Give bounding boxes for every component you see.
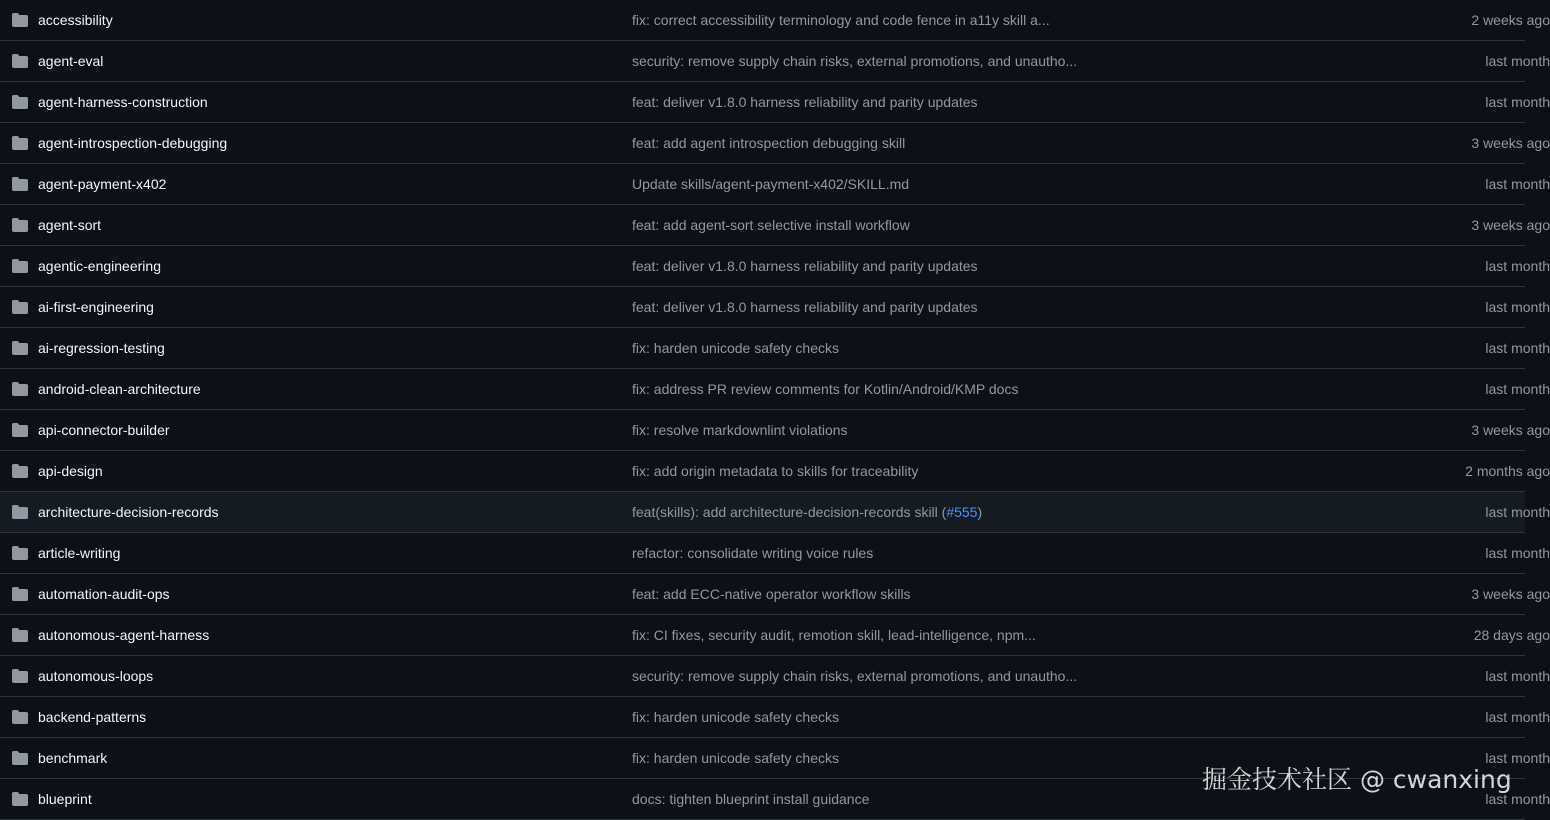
commit-message-link[interactable] [632,298,978,316]
folder-icon [12,176,28,192]
folder-name-link[interactable]: api-design [38,463,103,479]
table-row[interactable] [0,41,1550,82]
commit-message-text: feat: deliver v1.8.0 harness reliability and parity updates [632,299,978,315]
commit-message-text: feat(skills): add architecture-decision-records skill ( [632,504,947,520]
folder-icon [12,545,28,561]
commit-message-text: fix: CI fixes, security audit, remotion skill, lead-intelligence, npm... [632,627,1036,643]
table-row[interactable] [0,656,1550,697]
commit-message-text: fix: harden unicode safety checks [632,750,840,766]
folder-icon [12,504,28,520]
commit-message-link[interactable] [632,462,918,480]
folder-icon [12,586,28,602]
folder-icon [12,53,28,69]
commit-age: 3 weeks ago [1471,135,1550,151]
folder-name-link[interactable]: api-connector-builder [38,422,170,438]
table-row[interactable] [0,410,1550,451]
folder-icon [12,750,28,766]
folder-name-link[interactable]: agentic-engineering [38,258,161,274]
commit-message-suffix: ) [977,504,983,520]
table-row[interactable] [0,0,1550,41]
commit-age: last month [1485,545,1550,561]
folder-icon [12,340,28,356]
commit-age: last month [1485,709,1550,725]
commit-age: 3 weeks ago [1471,217,1550,233]
commit-message-text: feat: deliver v1.8.0 harness reliability and parity updates [632,258,978,274]
folder-name-link[interactable]: article-writing [38,545,121,561]
table-row[interactable] [0,123,1550,164]
commit-message-link[interactable] [632,93,978,111]
commit-message-link[interactable] [632,749,839,767]
watermark: 掘金技术社区 @ cwanxing [1202,765,1512,794]
table-row[interactable] [0,574,1550,615]
folder-name-link[interactable]: agent-harness-construction [38,94,208,110]
commit-message-link[interactable] [632,216,910,234]
folder-icon [12,135,28,151]
folder-icon [12,12,28,28]
commit-message-link[interactable] [632,503,982,521]
folder-name-link[interactable]: android-clean-architecture [38,381,201,397]
folder-icon [12,258,28,274]
commit-message-text: fix: harden unicode safety checks [632,709,840,725]
commit-message-link[interactable] [632,626,1036,644]
folder-icon [12,791,28,807]
commit-message-text: security: remove supply chain risks, external promotions, and unautho... [632,668,1078,684]
folder-name-link[interactable]: agent-sort [38,217,102,233]
commit-message-link[interactable] [632,11,1050,29]
commit-message-text: fix: resolve markdownlint violations [632,422,848,438]
commit-message-text: security: remove supply chain risks, external promotions, and unautho... [632,53,1078,69]
table-row[interactable] [0,287,1550,328]
folder-icon [12,422,28,438]
table-row[interactable] [0,451,1550,492]
folder-icon [12,94,28,110]
commit-message-link[interactable] [632,52,1077,70]
table-row[interactable] [0,615,1550,656]
commit-message-link[interactable] [632,421,848,439]
folder-name-link[interactable]: autonomous-agent-harness [38,627,210,643]
folder-name-link[interactable]: automation-audit-ops [38,586,170,602]
table-row[interactable] [0,697,1550,738]
commit-age: last month [1485,299,1550,315]
folder-name-link[interactable]: autonomous-loops [38,668,154,684]
commit-message-text: fix: harden unicode safety checks [632,340,840,356]
commit-age: 2 weeks ago [1471,12,1550,28]
folder-icon [12,299,28,315]
folder-icon [12,668,28,684]
commit-age: last month [1485,258,1550,274]
commit-message-text: feat: add agent introspection debugging skill [632,135,906,151]
table-row[interactable] [0,533,1550,574]
folder-name-link[interactable]: benchmark [38,750,108,766]
folder-icon [12,627,28,643]
table-row[interactable] [0,328,1550,369]
pull-request-link[interactable]: #555 [946,504,978,520]
commit-age: last month [1485,176,1550,192]
commit-age: last month [1485,340,1550,356]
commit-message-link[interactable] [632,790,869,808]
table-row[interactable] [0,164,1550,205]
commit-age: last month [1485,504,1550,520]
folder-name-link[interactable]: ai-first-engineering [38,299,154,315]
commit-message-link[interactable] [632,134,905,152]
commit-message-link[interactable] [632,585,911,603]
folder-icon [12,381,28,397]
commit-message-link[interactable] [632,708,839,726]
commit-age: 28 days ago [1473,627,1550,643]
folder-icon [12,217,28,233]
folder-name-link[interactable]: agent-introspection-debugging [38,135,228,151]
commit-message-link[interactable] [632,175,909,193]
table-row[interactable] [0,205,1550,246]
folder-icon [12,463,28,479]
commit-message-text: fix: address PR review comments for Kotlin/Android/KMP docs [632,381,1019,397]
commit-message-text: fix: add origin metadata to skills for traceability [632,463,919,479]
folder-name-link[interactable]: blueprint [38,791,92,807]
folder-name-link[interactable]: ai-regression-testing [38,340,165,356]
commit-message-text: feat: deliver v1.8.0 harness reliability and parity updates [632,94,978,110]
table-row[interactable] [0,492,1550,533]
commit-age: 3 weeks ago [1471,422,1550,438]
table-row[interactable] [0,369,1550,410]
commit-age: last month [1485,791,1550,807]
commit-age: last month [1485,668,1550,684]
commit-age: last month [1485,750,1550,766]
commit-message-link[interactable] [632,339,839,357]
commit-message-link[interactable] [632,380,1018,398]
commit-message-link[interactable] [632,667,1077,685]
commit-message-link[interactable] [632,257,978,275]
commit-message-text: docs: tighten blueprint install guidance [632,791,870,807]
commit-message-link[interactable] [632,544,873,562]
folder-name-link[interactable]: backend-patterns [38,709,147,725]
commit-age: 2 months ago [1465,463,1550,479]
commit-message-text: refactor: consolidate writing voice rules [632,545,874,561]
commit-age: 3 weeks ago [1471,586,1550,602]
commit-message-text: Update skills/agent-payment-x402/SKILL.md [632,176,910,192]
commit-message-text: feat: add agent-sort selective install workflow [632,217,910,233]
commit-age: last month [1485,94,1550,110]
commit-age: last month [1485,53,1550,69]
commit-age: last month [1485,381,1550,397]
folder-name-link[interactable]: agent-payment-x402 [38,176,167,192]
folder-name-link[interactable]: agent-eval [38,53,104,69]
table-row[interactable] [0,246,1550,287]
table-row[interactable] [0,82,1550,123]
folder-name-link[interactable]: accessibility [38,12,113,28]
commit-message-text: fix: correct accessibility terminology and code fence in a11y skill a... [632,12,1050,28]
folder-name-link[interactable]: architecture-decision-records [38,504,219,520]
commit-message-text: feat: add ECC-native operator workflow skills [632,586,911,602]
folder-icon [12,709,28,725]
